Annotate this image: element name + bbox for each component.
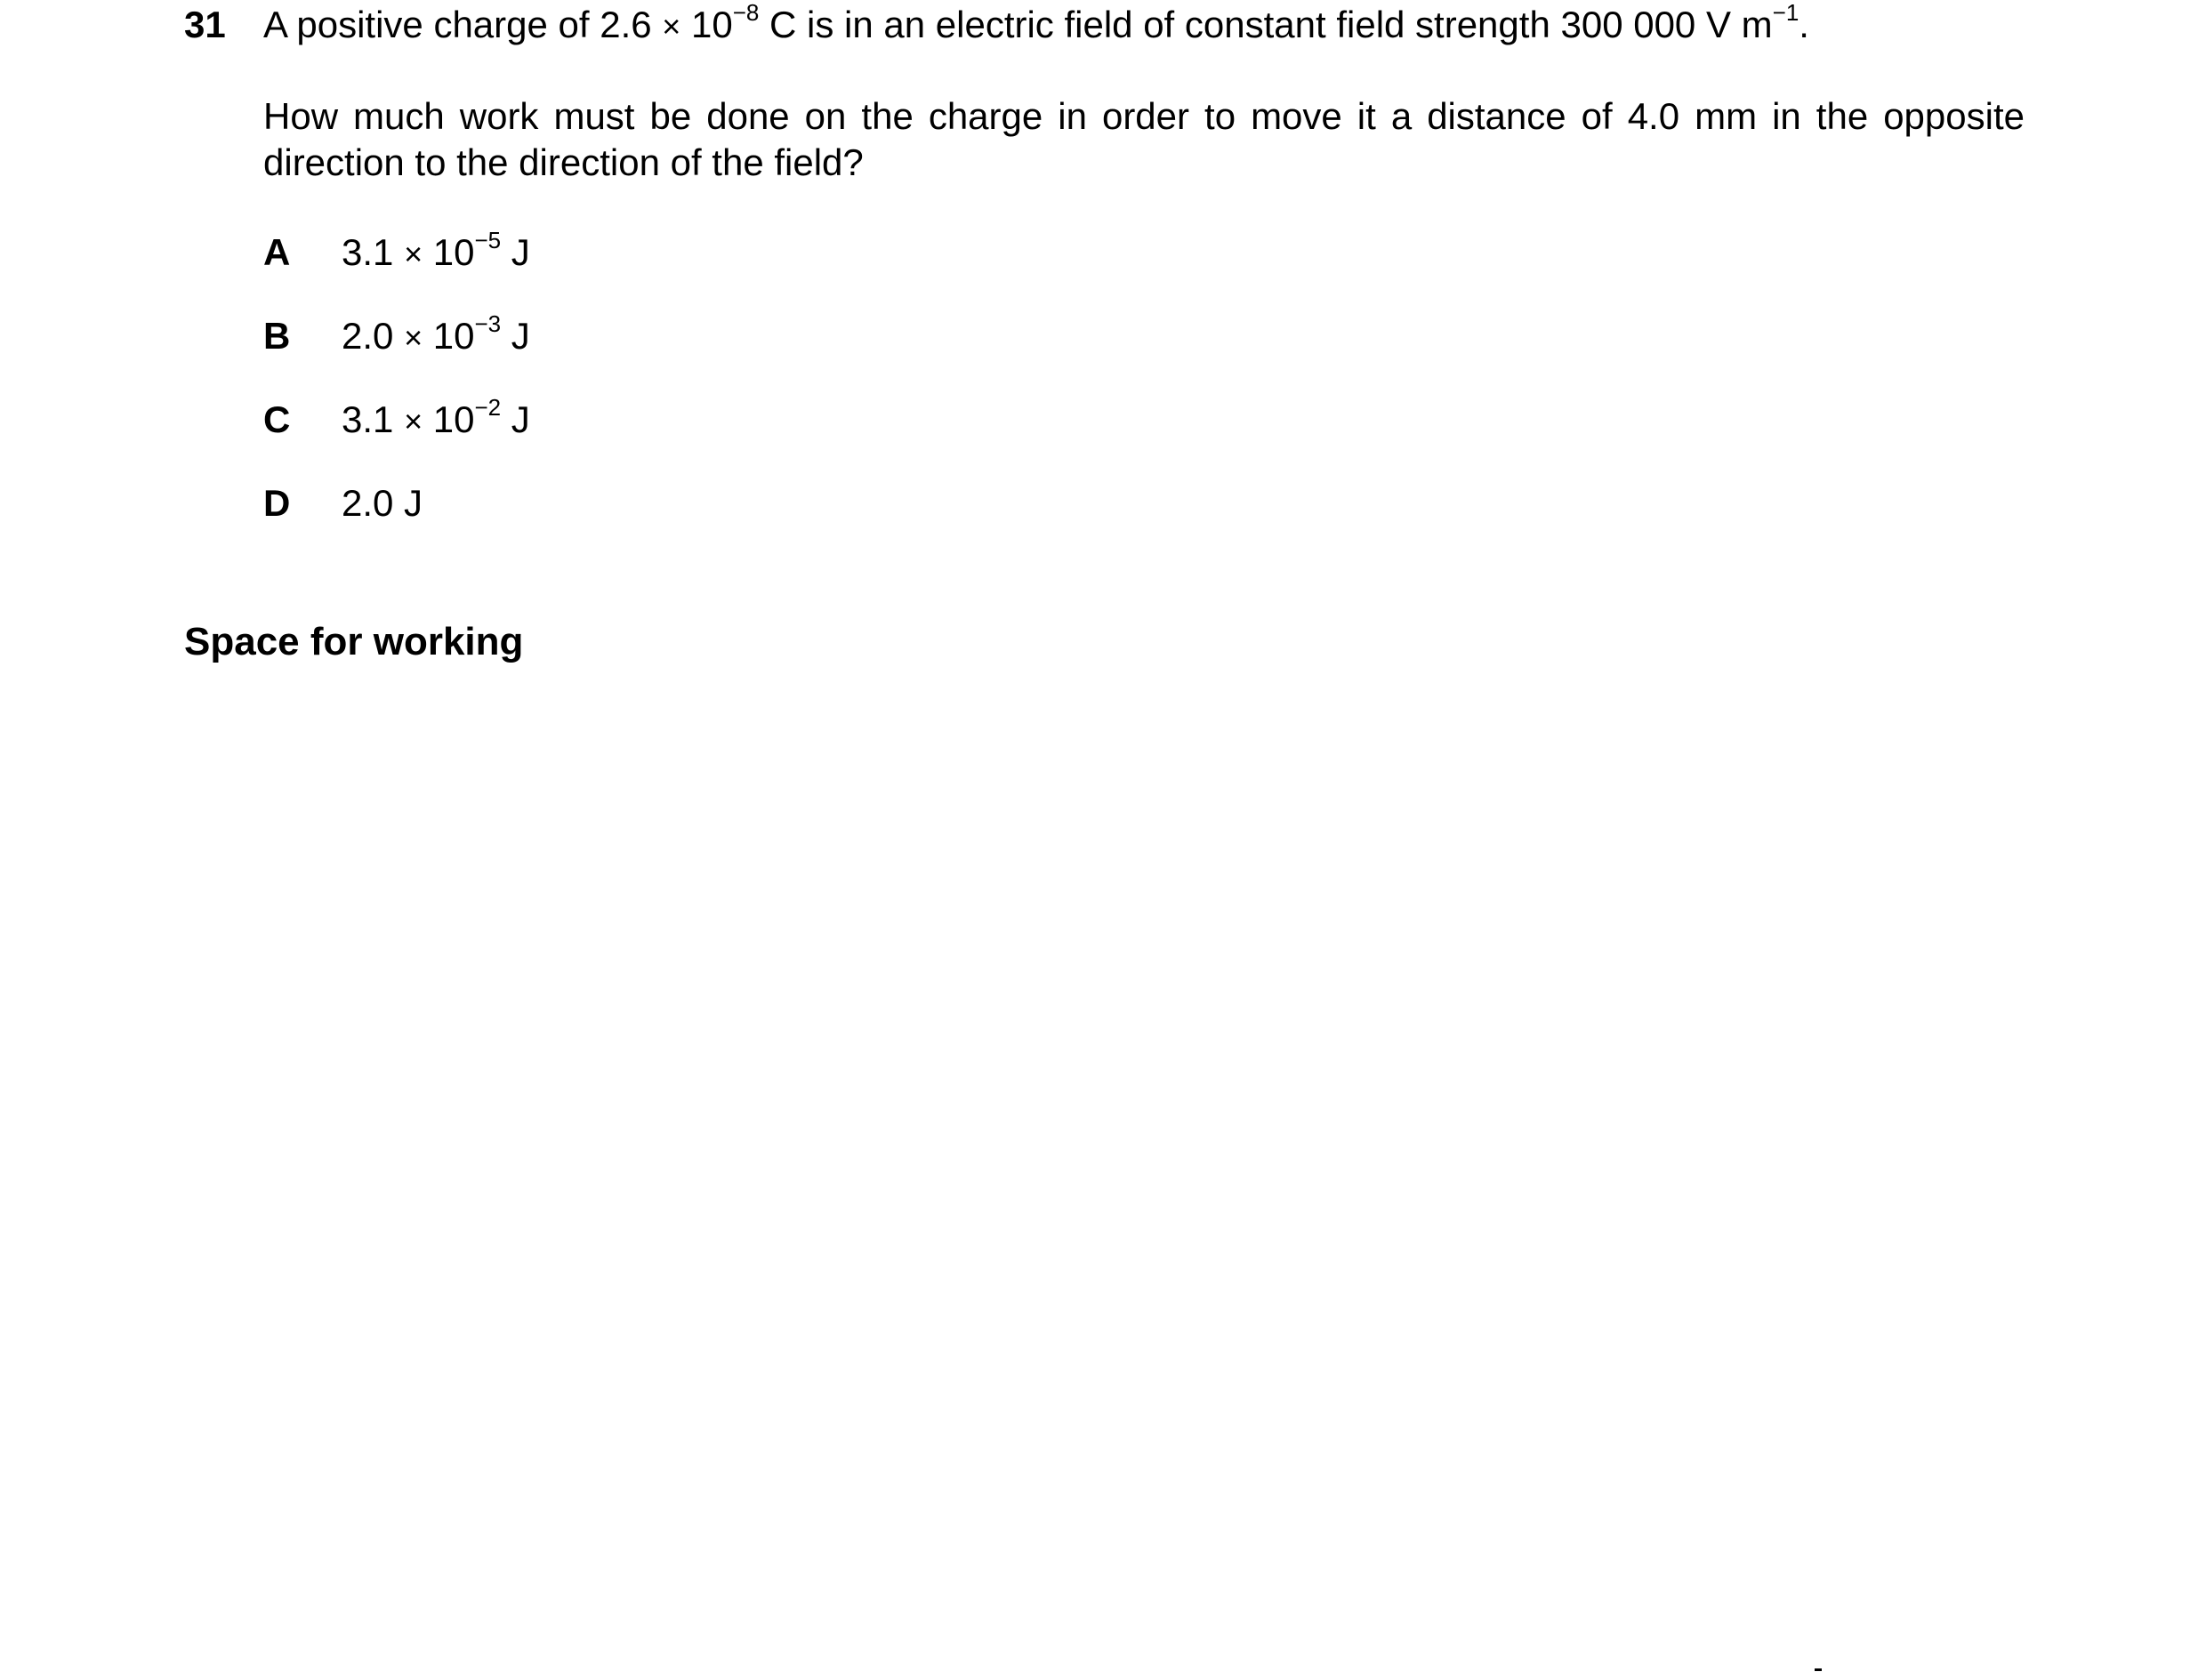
option-value xyxy=(342,229,530,277)
statement-text-4: . xyxy=(1799,4,1809,45)
option-exponent: −3 xyxy=(474,310,502,337)
times-symbol: × xyxy=(404,403,423,439)
option-value: 2.0 J xyxy=(342,482,423,524)
question-statement xyxy=(263,2,1809,50)
page-corner-mark xyxy=(1815,1668,1822,1671)
option-exponent: −5 xyxy=(474,227,502,253)
charge-exponent: −8 xyxy=(732,0,760,26)
option-mantissa: 2.0 xyxy=(342,315,405,357)
option-letter: B xyxy=(263,315,291,357)
working-space-label: Space for working xyxy=(184,620,524,663)
field-unit-exponent: −1 xyxy=(1772,0,1799,26)
times-symbol: × xyxy=(404,319,423,356)
option-value xyxy=(342,310,530,361)
statement-text-2: 10 xyxy=(680,4,733,45)
option-unit: J xyxy=(501,315,530,357)
option-base: 10 xyxy=(423,231,475,273)
option-unit: J xyxy=(501,231,530,273)
times-symbol: × xyxy=(662,8,681,44)
question-number: 31 xyxy=(184,4,226,45)
option-base: 10 xyxy=(423,315,475,357)
option-exponent: −2 xyxy=(474,394,502,421)
statement-text-3: C is in an electric field of constant field strength 300 000 V m xyxy=(759,4,1773,45)
option-unit: J xyxy=(501,398,530,440)
option-letter: D xyxy=(263,482,291,524)
option-value xyxy=(342,394,530,445)
question-prompt: How much work must be done on the charge in order to move it a distance of 4.0 mm in the opposite direction to the direction of the field? xyxy=(263,95,2025,183)
option-mantissa: 3.1 xyxy=(342,231,405,273)
times-symbol: × xyxy=(404,236,423,272)
statement-text-1: A positive charge of 2.6 xyxy=(263,4,663,45)
option-letter: A xyxy=(263,231,291,273)
option-mantissa: 3.1 xyxy=(342,398,405,440)
option-letter: C xyxy=(263,398,291,440)
option-base: 10 xyxy=(423,398,475,440)
